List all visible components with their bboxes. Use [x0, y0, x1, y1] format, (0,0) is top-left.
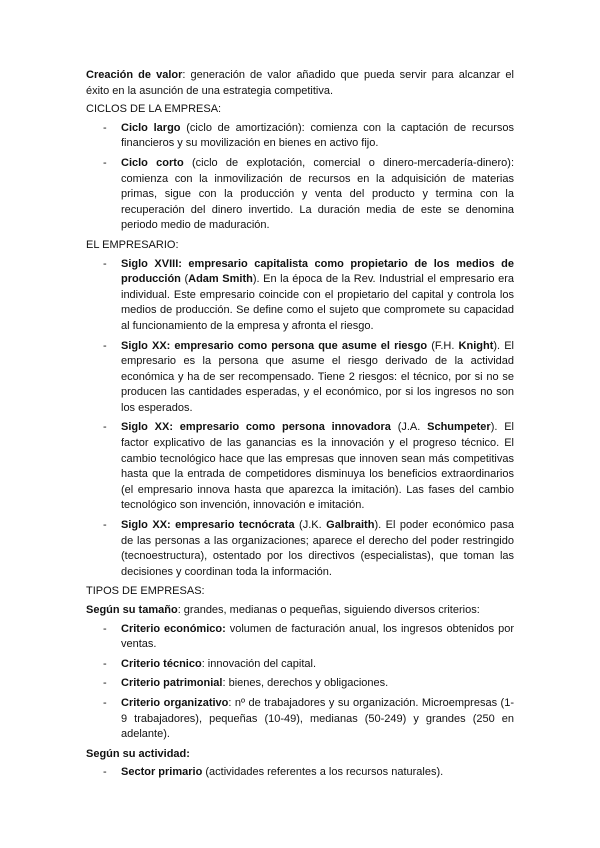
item-term: Ciclo corto [121, 156, 184, 169]
item-text: ). El poder económico pasa de las personas a las organizaciones; aparece el derecho del poder restringido (tecnoestructura), ostentado por los directivos (especialistas), que toman las decisiones y coordinan toda la información. [121, 519, 514, 578]
bullet-dash: - [103, 421, 107, 434]
list-item [86, 696, 514, 743]
intro-text: : generación de valor añadido que pueda servir para alcanzar el éxito en la asunción de una estrategia competitiva. [86, 69, 514, 97]
list-item [86, 339, 514, 417]
list-item [86, 657, 514, 673]
empresario-heading: EL EMPRESARIO: [86, 238, 179, 251]
actividad-list [86, 765, 514, 781]
empresario-list [86, 257, 514, 581]
item-author: Schumpeter [427, 421, 491, 434]
item-author: Adam Smith [188, 273, 253, 286]
item-term: Criterio organizativo [121, 696, 229, 709]
bullet-dash: - [103, 677, 107, 690]
bullet-dash: - [103, 657, 107, 670]
item-text: : nº de trabajadores y su organización. Microempresas (1-9 trabajadores), pequeñas (10-49), medianas (50-249) y grandes (250 en adelante). [121, 696, 514, 741]
intro-paragraph [86, 68, 514, 99]
list-item [86, 676, 514, 692]
tamano-text: : grandes, medianas o pequeñas, siguiendo diversos criterios: [177, 604, 480, 616]
item-term: Criterio patrimonial [121, 677, 223, 690]
item-author: Galbraith [326, 519, 375, 532]
item-pre: (J.A. [390, 421, 428, 434]
item-text: ). El factor explicativo de las ganancias es la innovación y el progreso técnico. El cambio tecnológico hace que las empresas que innoven sean más competitivas hasta que la entrada de competidores disminuya los beneficios extraordinarios (el empresario innova hasta que aparezca la imitación). Las fases del cambio tecnológico son invención, innovación e imitación. [121, 421, 514, 512]
list-item [86, 765, 514, 781]
bullet-dash: - [103, 156, 107, 169]
tipos-heading: TIPOS DE EMPRESAS: [86, 585, 205, 598]
actividad-paragraph [86, 747, 514, 763]
item-text: ). El empresario es la persona que asume el riesgo derivado de la actividad económica y ha de ser recompensado. Tiene 2 riesgos: el técnico, por si no se producen las cantidades esperadas, y el económico, por si los ingresos no son los esperados. [121, 339, 514, 414]
item-term: Siglo XX: empresario como persona que asume el riesgo [121, 339, 428, 352]
list-item [86, 420, 514, 514]
item-pre: (F.H. [427, 339, 459, 352]
list-item [86, 156, 514, 234]
item-term: Siglo XX: empresario tecnócrata [121, 519, 295, 532]
item-text: : bienes, derechos y obligaciones. [222, 677, 389, 690]
item-pre: (J.K. [294, 519, 327, 532]
list-item [86, 622, 514, 653]
bullet-dash: - [103, 121, 107, 134]
item-text: : innovación del capital. [201, 657, 317, 670]
bullet-dash: - [103, 339, 107, 352]
list-item [86, 518, 514, 580]
document-page [86, 68, 514, 785]
actividad-term: Según su actividad: [86, 747, 190, 760]
tamano-paragraph [86, 603, 514, 619]
bullet-dash: - [103, 696, 107, 709]
item-pre: ( [180, 273, 189, 286]
intro-term: Creación de valor [86, 69, 183, 81]
item-text: (ciclo de explotación, comercial o dinero-mercadería-dinero): comienza con la inmovilización de recursos en la adquisición de materias primas, sigue con la producción y venta del producto y termina con la recuperación del dinero invertido. La duración media de este se denomina periodo medio de maduración. [121, 156, 515, 232]
list-item [86, 257, 514, 335]
item-term: Siglo XVIII: empresario capitalista como propietario de los medios de producción [121, 257, 514, 286]
item-author: Knight [458, 339, 494, 352]
item-term: Criterio económico: [121, 622, 226, 635]
item-term: Sector primario [121, 766, 203, 779]
tamano-term: Según su tamaño [86, 604, 178, 616]
item-term: Ciclo largo [121, 121, 181, 134]
ciclos-list [86, 121, 514, 234]
item-term: Criterio técnico [121, 657, 202, 670]
bullet-dash: - [103, 257, 107, 270]
item-text: ). En la época de la Rev. Industrial el empresario era individual. Este empresario coincide con el propietario del capital y controla los medios de producción. Se define como el sujeto que compromete su capacidad al funcionamiento de la empresa y afronta el riesgo. [121, 273, 514, 332]
item-term: Siglo XX: empresario como persona innovadora [121, 421, 391, 434]
item-text: volumen de facturación anual, los ingresos obtenidos por ventas. [121, 622, 514, 651]
tamano-list [86, 622, 514, 743]
ciclos-heading: CICLOS DE LA EMPRESA: [86, 103, 222, 116]
bullet-dash: - [103, 766, 107, 779]
item-text: (actividades referentes a los recursos naturales). [202, 766, 444, 779]
bullet-dash: - [103, 519, 107, 532]
bullet-dash: - [103, 622, 107, 635]
item-text: (ciclo de amortización): comienza con la captación de recursos financieros y su movilización en bienes en activo fijo. [121, 121, 514, 150]
list-item [86, 121, 514, 152]
